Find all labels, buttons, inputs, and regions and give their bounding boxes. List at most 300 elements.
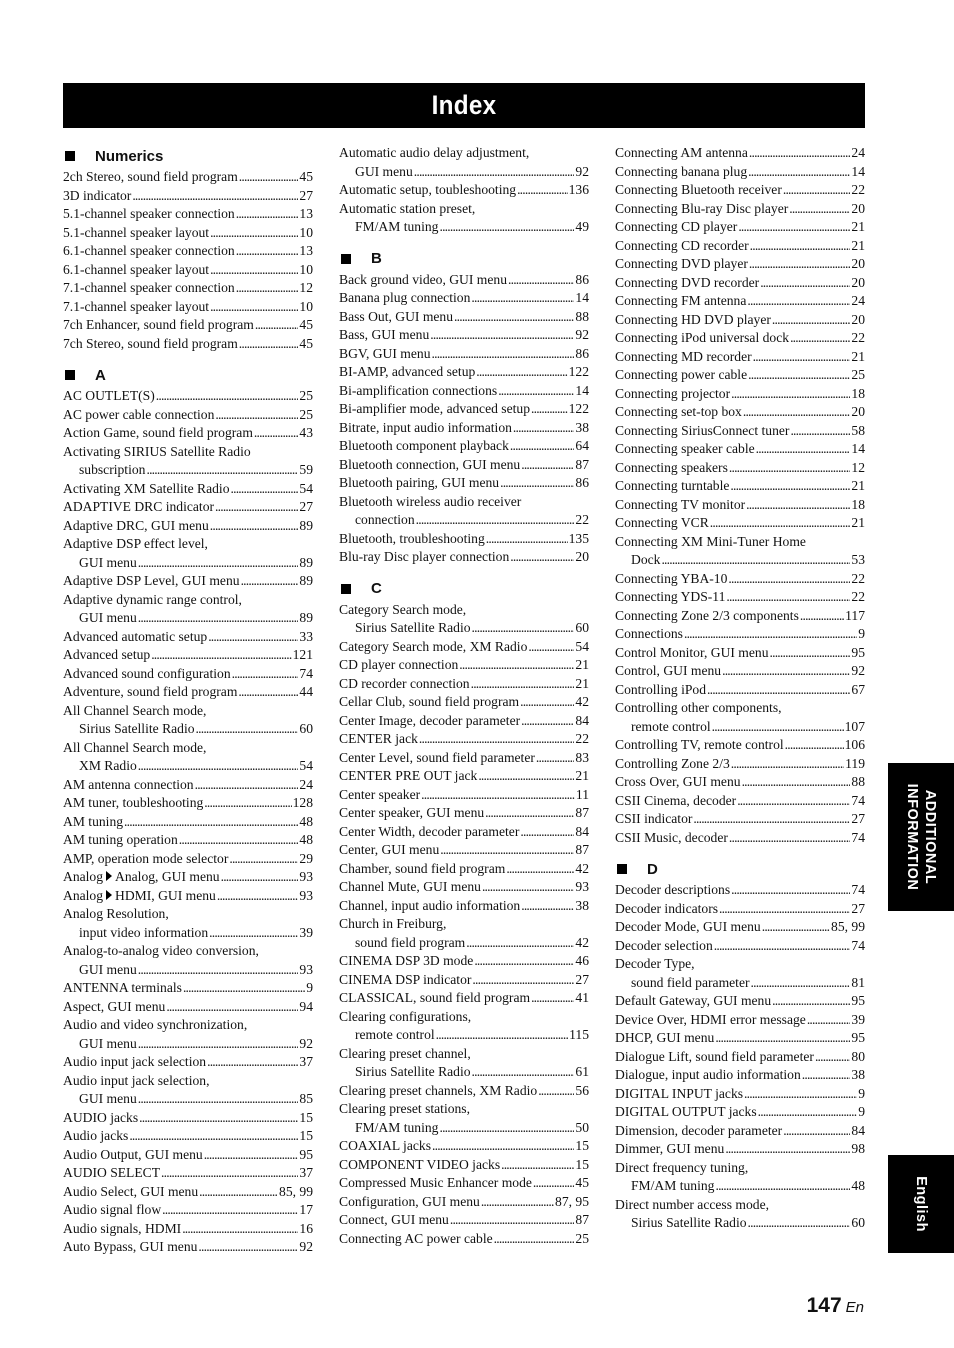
index-entry[interactable] xyxy=(63,1220,313,1239)
index-entry[interactable] xyxy=(339,1156,589,1175)
index-entry[interactable] xyxy=(339,548,589,567)
index-entry[interactable] xyxy=(615,459,865,478)
index-entry[interactable] xyxy=(615,237,865,256)
index-entry[interactable] xyxy=(63,979,313,998)
index-entry[interactable] xyxy=(615,736,865,755)
entry-row xyxy=(339,767,589,786)
index-entry[interactable] xyxy=(339,382,589,401)
index-entry[interactable] xyxy=(63,205,313,224)
index-entry[interactable] xyxy=(615,992,865,1011)
index-entry[interactable] xyxy=(63,406,313,425)
entry-label: Connecting power cable xyxy=(615,367,748,382)
index-entry[interactable] xyxy=(615,662,865,681)
entry-row xyxy=(63,739,313,758)
dot-leader xyxy=(750,237,851,256)
entry-page-number: 122 xyxy=(568,401,589,416)
entry-row xyxy=(615,792,865,811)
entry-row xyxy=(339,749,589,768)
dot-leader xyxy=(531,989,574,1008)
entry-row xyxy=(339,823,589,842)
index-entry[interactable] xyxy=(63,628,313,647)
entry-page-number: 122 xyxy=(568,364,589,379)
entry-page-number: 53 xyxy=(851,552,865,567)
entry-label: COMPONENT VIDEO jacks xyxy=(339,1156,501,1172)
entry-page-number: 27 xyxy=(575,971,589,987)
entry-page-number: 37 xyxy=(299,1054,313,1069)
index-entry[interactable] xyxy=(63,813,313,832)
dot-leader xyxy=(486,530,568,549)
entry-page-number: 24 xyxy=(299,776,313,792)
index-entry[interactable] xyxy=(63,1183,313,1202)
entry-page-number: 84 xyxy=(575,712,589,728)
index-entry[interactable] xyxy=(63,831,313,850)
dot-leader xyxy=(712,718,844,737)
index-entry[interactable] xyxy=(339,675,589,694)
entry-row xyxy=(615,1085,865,1104)
entry-label: Analog, GUI menu xyxy=(115,869,220,884)
index-entry[interactable] xyxy=(615,403,865,422)
entry-page-number: 21 xyxy=(575,675,589,691)
index-entry[interactable] xyxy=(63,1109,313,1128)
side-tab-additional-label xyxy=(903,784,939,891)
index-entry[interactable] xyxy=(339,749,589,768)
entry-row xyxy=(615,881,865,900)
index-entry[interactable] xyxy=(615,644,865,663)
index-entry[interactable] xyxy=(63,702,313,739)
entry-label: 7.1-channel speaker layout xyxy=(63,298,210,314)
entry-page-number: 48 xyxy=(851,1178,865,1193)
dot-leader xyxy=(209,924,298,943)
entry-row xyxy=(615,200,865,219)
index-entry[interactable] xyxy=(63,535,313,572)
entry-label: Center, GUI menu xyxy=(339,842,440,857)
index-entry[interactable] xyxy=(339,345,589,364)
entry-page-number: 54 xyxy=(299,758,313,773)
entry-label: Dimmer, GUI menu xyxy=(615,1141,725,1156)
index-entry[interactable] xyxy=(339,601,589,638)
index-entry[interactable] xyxy=(615,810,865,829)
section-heading-text: A xyxy=(95,366,106,384)
index-entry[interactable] xyxy=(63,316,313,335)
entry-label: FM/AM tuning xyxy=(631,1178,715,1193)
index-entry[interactable] xyxy=(339,971,589,990)
index-entry[interactable] xyxy=(615,1103,865,1122)
entry-row xyxy=(339,400,589,419)
index-entry[interactable] xyxy=(63,1053,313,1072)
index-entry[interactable] xyxy=(339,1100,589,1137)
index-entry[interactable] xyxy=(615,274,865,293)
index-entry[interactable] xyxy=(63,279,313,298)
page-number-value: 147 xyxy=(806,1294,842,1317)
dot-leader xyxy=(501,1156,574,1175)
index-entry[interactable] xyxy=(615,955,865,992)
entry-row xyxy=(63,961,313,980)
index-entry[interactable] xyxy=(63,739,313,776)
dot-leader xyxy=(521,456,574,475)
index-entry[interactable] xyxy=(615,1140,865,1159)
entry-row xyxy=(615,755,865,774)
entry-row xyxy=(615,718,865,737)
index-entry[interactable] xyxy=(339,1211,589,1230)
index-entry[interactable] xyxy=(615,1085,865,1104)
dot-leader xyxy=(215,406,298,425)
index-entry[interactable] xyxy=(615,477,865,496)
entry-row xyxy=(339,804,589,823)
entry-row xyxy=(339,693,589,712)
index-entry[interactable] xyxy=(63,776,313,795)
entry-label: ANTENNA terminals xyxy=(63,980,182,995)
index-entry[interactable] xyxy=(339,823,589,842)
entry-row xyxy=(615,992,865,1011)
index-entry[interactable] xyxy=(615,625,865,644)
entry-label: Adaptive DSP effect level, xyxy=(63,536,208,551)
entry-page-number: 81 xyxy=(851,974,865,990)
dot-leader xyxy=(746,496,850,515)
entry-page-number: 95 xyxy=(851,993,865,1008)
index-entry[interactable] xyxy=(339,1045,589,1082)
entry-page-number: 25 xyxy=(299,406,313,422)
entry-row xyxy=(615,736,865,755)
index-entry[interactable] xyxy=(615,937,865,956)
entry-row xyxy=(63,702,313,721)
index-entry[interactable] xyxy=(63,572,313,591)
entry-page-number: 98 xyxy=(851,1141,865,1156)
entry-row xyxy=(615,348,865,367)
index-entry[interactable] xyxy=(339,1174,589,1193)
index-entry[interactable] xyxy=(615,1196,865,1233)
index-entry[interactable] xyxy=(615,1029,865,1048)
entry-label: 7.1-channel speaker connection xyxy=(63,280,235,295)
entry-row xyxy=(615,1048,865,1067)
entry-label: AC OUTLET(S) xyxy=(63,388,155,403)
entry-row xyxy=(63,1053,313,1072)
index-entry[interactable] xyxy=(615,292,865,311)
index-entry[interactable] xyxy=(339,456,589,475)
index-entry[interactable] xyxy=(615,200,865,219)
index-entry[interactable] xyxy=(615,607,865,626)
entry-label: DIGITAL INPUT jacks xyxy=(615,1085,744,1101)
dot-leader xyxy=(440,841,574,860)
entry-label: Controlling iPod xyxy=(615,681,707,697)
entry-label: Aspect, GUI menu xyxy=(63,998,166,1014)
index-entry[interactable] xyxy=(615,348,865,367)
entry-label: Analog xyxy=(63,869,104,884)
entry-row xyxy=(615,292,865,311)
dot-leader xyxy=(743,403,851,422)
entry-row xyxy=(339,144,589,163)
index-entry[interactable] xyxy=(615,881,865,900)
index-entry[interactable] xyxy=(339,804,589,823)
index-entry[interactable] xyxy=(63,498,313,517)
index-entry[interactable] xyxy=(63,1072,313,1109)
index-entry[interactable] xyxy=(615,1159,865,1196)
entry-row xyxy=(63,335,313,354)
entry-page-number: 80 xyxy=(851,1048,865,1064)
index-entry[interactable] xyxy=(63,298,313,317)
entry-row xyxy=(339,952,589,971)
entry-label: AC power cable connection xyxy=(63,406,215,422)
entry-page-number: 10 xyxy=(299,298,313,314)
dot-leader xyxy=(183,979,305,998)
index-entry[interactable] xyxy=(339,767,589,786)
entry-row xyxy=(615,1214,865,1233)
index-entry[interactable] xyxy=(339,181,589,200)
index-entry[interactable] xyxy=(615,588,865,607)
index-entry[interactable] xyxy=(339,878,589,897)
entry-label: Adaptive DRC, GUI menu xyxy=(63,517,209,533)
entry-page-number: 21 xyxy=(851,515,865,530)
entry-row xyxy=(63,1146,313,1165)
dot-leader xyxy=(474,952,574,971)
entry-page-number: 135 xyxy=(568,530,589,546)
entry-label: Advanced automatic setup xyxy=(63,628,208,644)
index-entry[interactable] xyxy=(63,998,313,1017)
index-entry[interactable] xyxy=(339,326,589,345)
entry-row xyxy=(63,1238,313,1257)
index-entry[interactable] xyxy=(339,363,589,382)
entry-label: Channel Mute, GUI menu xyxy=(339,879,481,894)
index-entry[interactable] xyxy=(339,989,589,1008)
index-entry[interactable] xyxy=(63,1164,313,1183)
index-entry[interactable] xyxy=(339,1082,589,1101)
entry-page-number: 61 xyxy=(575,1064,589,1079)
entry-label: Audio Output, GUI menu xyxy=(63,1146,203,1162)
entry-page-number: 25 xyxy=(851,367,865,382)
entry-row xyxy=(615,496,865,515)
index-entry[interactable] xyxy=(63,665,313,684)
index-entry[interactable] xyxy=(63,1146,313,1165)
index-entry[interactable] xyxy=(615,829,865,848)
index-entry[interactable] xyxy=(615,440,865,459)
index-entry[interactable] xyxy=(339,530,589,549)
side-tab-english[interactable] xyxy=(888,1155,954,1253)
entry-row xyxy=(63,720,313,739)
index-entry[interactable] xyxy=(615,218,865,237)
entry-row xyxy=(615,1159,865,1178)
entry-row xyxy=(63,591,313,610)
entry-page-number: 25 xyxy=(299,388,313,403)
index-entry[interactable] xyxy=(339,638,589,657)
index-entry[interactable] xyxy=(615,681,865,700)
entry-page-number: 93 xyxy=(299,887,313,903)
index-entry[interactable] xyxy=(63,683,313,702)
index-entry[interactable] xyxy=(339,1008,589,1045)
dot-leader xyxy=(238,683,298,702)
dot-leader xyxy=(714,937,851,956)
entry-row xyxy=(615,440,865,459)
entry-page-number: 14 xyxy=(575,290,589,305)
entry-row xyxy=(63,1201,313,1220)
entry-label: GUI menu xyxy=(355,163,413,179)
index-entry[interactable] xyxy=(615,900,865,919)
index-entry[interactable] xyxy=(339,289,589,308)
index-entry[interactable] xyxy=(615,1048,865,1067)
entry-label: Analog xyxy=(63,887,104,903)
index-entry[interactable] xyxy=(615,755,865,774)
index-entry[interactable] xyxy=(615,496,865,515)
side-tab-line: ADDITIONAL xyxy=(922,789,938,885)
index-entry[interactable] xyxy=(63,1016,313,1053)
index-entry[interactable] xyxy=(615,1066,865,1085)
index-entry[interactable] xyxy=(339,1137,589,1156)
index-entry[interactable] xyxy=(63,517,313,536)
index-entry[interactable] xyxy=(615,1011,865,1030)
entry-page-number: 54 xyxy=(299,480,313,496)
index-entry[interactable] xyxy=(615,422,865,441)
index-entry[interactable] xyxy=(63,646,313,665)
entry-page-number: 64 xyxy=(575,438,589,453)
index-entry[interactable] xyxy=(339,656,589,675)
index-entry[interactable] xyxy=(615,385,865,404)
entry-label: Decoder descriptions xyxy=(615,882,731,897)
entry-label: Analog Resolution, xyxy=(63,906,169,921)
entry-row xyxy=(615,385,865,404)
index-entry[interactable] xyxy=(63,443,313,480)
entry-row xyxy=(63,794,313,813)
entry-label: Analog-to-analog video conversion, xyxy=(63,943,259,958)
entry-page-number: 48 xyxy=(299,832,313,847)
index-entry[interactable] xyxy=(63,887,313,906)
index-entry[interactable] xyxy=(339,786,589,805)
dot-leader xyxy=(751,974,851,993)
index-entry[interactable] xyxy=(63,335,313,354)
dot-leader xyxy=(506,860,574,879)
entry-label: Adventure, sound field program xyxy=(63,684,238,699)
index-entry[interactable] xyxy=(63,261,313,280)
index-entry[interactable] xyxy=(339,400,589,419)
index-entry[interactable] xyxy=(63,242,313,261)
dot-leader xyxy=(726,588,850,607)
index-entry[interactable] xyxy=(339,841,589,860)
index-entry[interactable] xyxy=(339,419,589,438)
entry-label: Sirius Satellite Radio xyxy=(355,1064,471,1079)
index-entry[interactable] xyxy=(63,591,313,628)
entry-row xyxy=(339,1045,589,1064)
index-entry[interactable] xyxy=(63,1238,313,1257)
entry-row xyxy=(339,382,589,401)
entry-label: 7ch Enhancer, sound field program xyxy=(63,317,254,332)
index-entry[interactable] xyxy=(615,570,865,589)
entry-page-number: 74 xyxy=(851,829,865,845)
index-entry[interactable] xyxy=(339,271,589,290)
index-entry[interactable] xyxy=(63,1127,313,1146)
entry-page-number: 9 xyxy=(306,980,313,995)
side-tab-additional-information[interactable] xyxy=(888,763,954,911)
index-entry[interactable] xyxy=(339,915,589,952)
entry-label: Connecting set-top box xyxy=(615,404,742,419)
index-entry[interactable] xyxy=(339,144,589,181)
index-entry[interactable] xyxy=(339,897,589,916)
index-entry[interactable] xyxy=(615,329,865,348)
index-entry[interactable] xyxy=(63,794,313,813)
index-entry[interactable] xyxy=(63,187,313,206)
dot-leader xyxy=(800,607,844,626)
entry-row xyxy=(339,1211,589,1230)
entry-row xyxy=(63,813,313,832)
index-entry[interactable] xyxy=(339,693,589,712)
entry-row xyxy=(339,971,589,990)
index-entry[interactable] xyxy=(339,1230,589,1249)
index-entry[interactable] xyxy=(63,424,313,443)
entry-label: GUI menu xyxy=(79,1091,137,1106)
index-entry[interactable] xyxy=(615,144,865,163)
index-entry[interactable] xyxy=(63,387,313,406)
dot-leader xyxy=(478,767,574,786)
entry-row xyxy=(63,406,313,425)
entry-page-number: 20 xyxy=(851,311,865,327)
entry-page-number: 49 xyxy=(575,219,589,234)
index-entry[interactable] xyxy=(339,730,589,749)
index-entry[interactable] xyxy=(339,437,589,456)
index-entry[interactable] xyxy=(615,181,865,200)
dot-leader xyxy=(783,181,851,200)
index-entry[interactable] xyxy=(615,514,865,533)
entry-row xyxy=(339,163,589,182)
index-entry[interactable] xyxy=(339,493,589,530)
entry-row xyxy=(63,683,313,702)
index-entry[interactable] xyxy=(615,311,865,330)
entry-label: Bitrate, input audio information xyxy=(339,419,512,435)
index-entry[interactable] xyxy=(339,474,589,493)
index-entry[interactable] xyxy=(615,255,865,274)
entry-page-number: 13 xyxy=(299,243,313,258)
index-entry[interactable] xyxy=(63,868,313,887)
index-entry[interactable] xyxy=(615,366,865,385)
index-entry[interactable] xyxy=(339,200,589,237)
index-entry[interactable] xyxy=(615,163,865,182)
entry-label: CINEMA DSP indicator xyxy=(339,971,472,987)
entry-label: Connecting Blu-ray Disc player xyxy=(615,200,789,216)
dot-leader xyxy=(538,1082,574,1101)
entry-page-number: 89 xyxy=(299,517,313,533)
index-entry[interactable] xyxy=(615,773,865,792)
entry-page-number: 17 xyxy=(299,1202,313,1217)
dot-leader xyxy=(436,1026,568,1045)
index-entry[interactable] xyxy=(339,952,589,971)
index-entry[interactable] xyxy=(339,712,589,731)
index-entry[interactable] xyxy=(63,850,313,869)
index-entry[interactable] xyxy=(615,699,865,736)
entry-row xyxy=(615,551,865,570)
section-heading-text: C xyxy=(371,580,382,597)
entry-label: Adaptive DSP Level, GUI menu xyxy=(63,573,240,588)
entry-row xyxy=(615,366,865,385)
dot-leader xyxy=(737,792,850,811)
index-entry[interactable] xyxy=(615,918,865,937)
index-entry[interactable] xyxy=(339,308,589,327)
dot-leader xyxy=(138,1035,299,1054)
index-entry[interactable] xyxy=(339,860,589,879)
entry-row xyxy=(339,181,589,200)
index-entry[interactable] xyxy=(615,1122,865,1141)
index-entry[interactable] xyxy=(63,1201,313,1220)
index-entry[interactable] xyxy=(63,480,313,499)
entry-row xyxy=(63,517,313,536)
entry-label: Banana plug connection xyxy=(339,290,471,305)
index-entry[interactable] xyxy=(63,168,313,187)
index-entry[interactable] xyxy=(615,792,865,811)
side-tab-line: INFORMATION xyxy=(904,783,920,891)
entry-page-number: 92 xyxy=(575,163,589,179)
index-entry[interactable] xyxy=(339,1193,589,1212)
index-entry[interactable] xyxy=(615,533,865,570)
index-entry[interactable] xyxy=(63,905,313,942)
index-entry[interactable] xyxy=(63,942,313,979)
entry-row xyxy=(63,279,313,298)
entry-page-number: 12 xyxy=(851,459,865,475)
entry-page-number: 128 xyxy=(292,795,313,810)
index-entry[interactable] xyxy=(63,224,313,243)
